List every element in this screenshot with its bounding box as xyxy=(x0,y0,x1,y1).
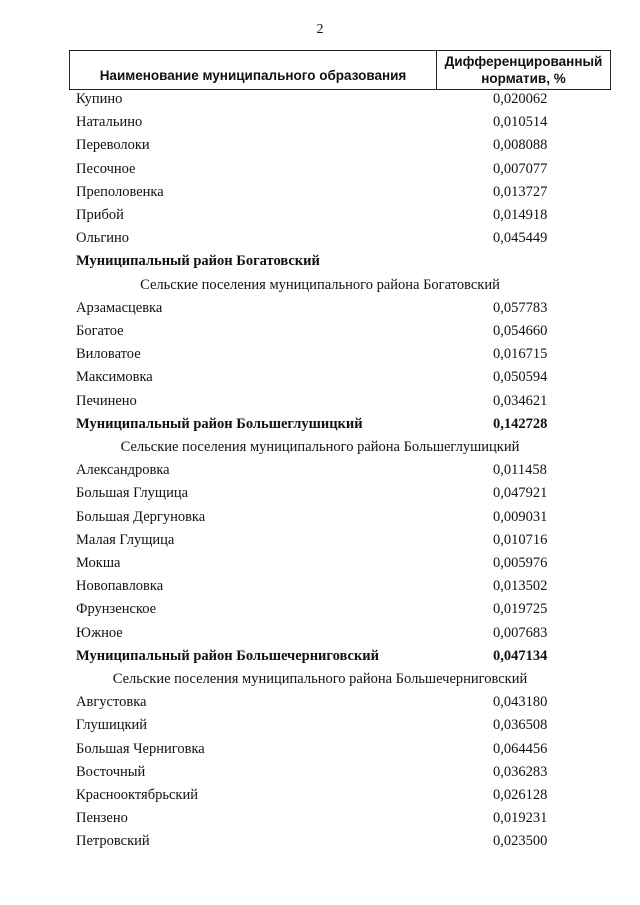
settlement-value: 0,054660 xyxy=(493,323,548,339)
settlement-name: Богатое xyxy=(76,323,124,339)
table-row xyxy=(0,111,640,134)
settlement-name: Фрунзенское xyxy=(76,601,157,618)
section-subheader xyxy=(0,274,640,297)
section-subheader xyxy=(0,436,640,459)
table-row xyxy=(0,738,640,761)
settlement-name: Натальино xyxy=(76,114,143,131)
table-header xyxy=(69,50,611,90)
settlement-value: 0,010716 xyxy=(493,531,548,548)
settlement-name: Переволоки xyxy=(76,137,150,154)
settlement-value: 0,064456 xyxy=(493,740,548,757)
settlement-value: 0,043180 xyxy=(493,694,548,711)
table-row xyxy=(0,506,640,529)
settlement-name: Мокша xyxy=(76,555,121,571)
settlement-value: 0,009031 xyxy=(493,508,548,525)
settlement-name: Большая Дергуновка xyxy=(76,508,206,525)
table-row xyxy=(0,181,640,204)
district-value: 0,142728 xyxy=(493,415,548,432)
settlement-name: Пензено xyxy=(76,810,128,827)
table-row xyxy=(0,320,640,343)
settlement-name: Максимовка xyxy=(76,369,153,386)
section-subheader-text: Сельские поселения муниципального района Большеглушицкий xyxy=(120,439,520,455)
table-row xyxy=(0,297,640,320)
settlement-value: 0,007077 xyxy=(493,160,548,177)
settlement-name: Песочное xyxy=(76,160,136,177)
table-row xyxy=(0,227,640,250)
settlement-name: Малая Глущица xyxy=(76,531,175,548)
table-row xyxy=(0,366,640,389)
table-row xyxy=(0,390,640,413)
table-row xyxy=(0,761,640,784)
table-row xyxy=(0,807,640,830)
district-row xyxy=(0,413,640,436)
table-row xyxy=(0,784,640,807)
table-row xyxy=(0,343,640,366)
table-row xyxy=(0,158,640,181)
settlement-value: 0,019231 xyxy=(493,810,548,827)
table-row xyxy=(0,134,640,157)
settlement-value: 0,050594 xyxy=(493,369,548,386)
table-row xyxy=(0,598,640,621)
settlement-value: 0,019725 xyxy=(493,601,548,618)
settlement-value: 0,010514 xyxy=(493,114,548,131)
settlement-value: 0,013502 xyxy=(493,578,548,595)
settlement-name: Южное xyxy=(76,624,123,641)
settlement-name: Купино xyxy=(76,91,123,107)
table-row xyxy=(0,575,640,598)
table-row xyxy=(0,714,640,737)
settlement-value: 0,023500 xyxy=(493,833,548,850)
settlement-value: 0,057783 xyxy=(493,299,548,316)
settlement-value: 0,036283 xyxy=(493,763,548,780)
settlement-name: Ольгино xyxy=(76,230,130,247)
settlement-name: Восточный xyxy=(76,763,146,780)
settlement-name: Глушицкий xyxy=(76,717,148,734)
district-name: Муниципальный район Богатовский xyxy=(76,253,320,270)
district-value: 0,047134 xyxy=(493,647,548,664)
district-row xyxy=(0,645,640,668)
settlement-name: Большая Черниговка xyxy=(76,740,205,757)
table-row xyxy=(0,691,640,714)
settlement-value: 0,013727 xyxy=(493,183,548,200)
settlement-name: Краснооктябрьский xyxy=(76,787,198,803)
header-value-line1: Дифференцированный xyxy=(444,54,603,69)
table-row xyxy=(0,529,640,552)
settlement-value: 0,014918 xyxy=(493,207,548,223)
settlement-name: Прибой xyxy=(76,207,124,223)
section-subheader-text: Сельские поселения муниципального района Богатовский xyxy=(140,276,500,293)
table-row xyxy=(0,204,640,227)
settlement-value: 0,026128 xyxy=(493,787,548,803)
settlement-name: Большая Глущица xyxy=(76,485,189,502)
table-row xyxy=(0,622,640,645)
settlement-name: Августовка xyxy=(76,694,147,711)
table-row xyxy=(0,552,640,575)
header-value-line2: норматив, % xyxy=(481,71,566,86)
header-name-column: Наименование муниципального образования xyxy=(70,51,437,89)
settlement-value: 0,036508 xyxy=(493,717,548,734)
table-row xyxy=(0,88,640,111)
settlement-value: 0,020062 xyxy=(493,91,548,107)
settlement-name: Новопавловка xyxy=(76,578,164,595)
district-name: Муниципальный район Большечерниговский xyxy=(76,647,380,664)
section-subheader-text: Сельские поселения муниципального района Большечерниговский xyxy=(112,671,528,687)
district-row xyxy=(0,250,640,273)
table-row xyxy=(0,459,640,482)
header-value-column xyxy=(437,51,610,89)
section-subheader xyxy=(0,668,640,691)
table-row xyxy=(0,830,640,853)
page-number: 2 xyxy=(316,22,324,37)
district-name: Муниципальный район Большеглушицкий xyxy=(76,415,363,432)
settlement-name: Преполовенка xyxy=(76,183,164,200)
settlement-value: 0,016715 xyxy=(493,346,548,363)
settlement-value: 0,005976 xyxy=(493,555,548,571)
settlement-name: Виловатое xyxy=(76,346,141,363)
settlement-name: Арзамасцевка xyxy=(76,299,163,316)
table-row xyxy=(0,482,640,505)
settlement-value: 0,045449 xyxy=(493,230,548,247)
settlement-name: Петровский xyxy=(76,833,150,850)
settlement-value: 0,047921 xyxy=(493,485,548,502)
settlement-value: 0,011458 xyxy=(493,462,547,479)
settlement-value: 0,034621 xyxy=(493,392,548,409)
settlement-value: 0,007683 xyxy=(493,624,548,641)
settlement-value: 0,008088 xyxy=(493,137,548,154)
settlement-name: Александровка xyxy=(76,462,170,479)
settlement-name: Печинено xyxy=(76,392,137,409)
